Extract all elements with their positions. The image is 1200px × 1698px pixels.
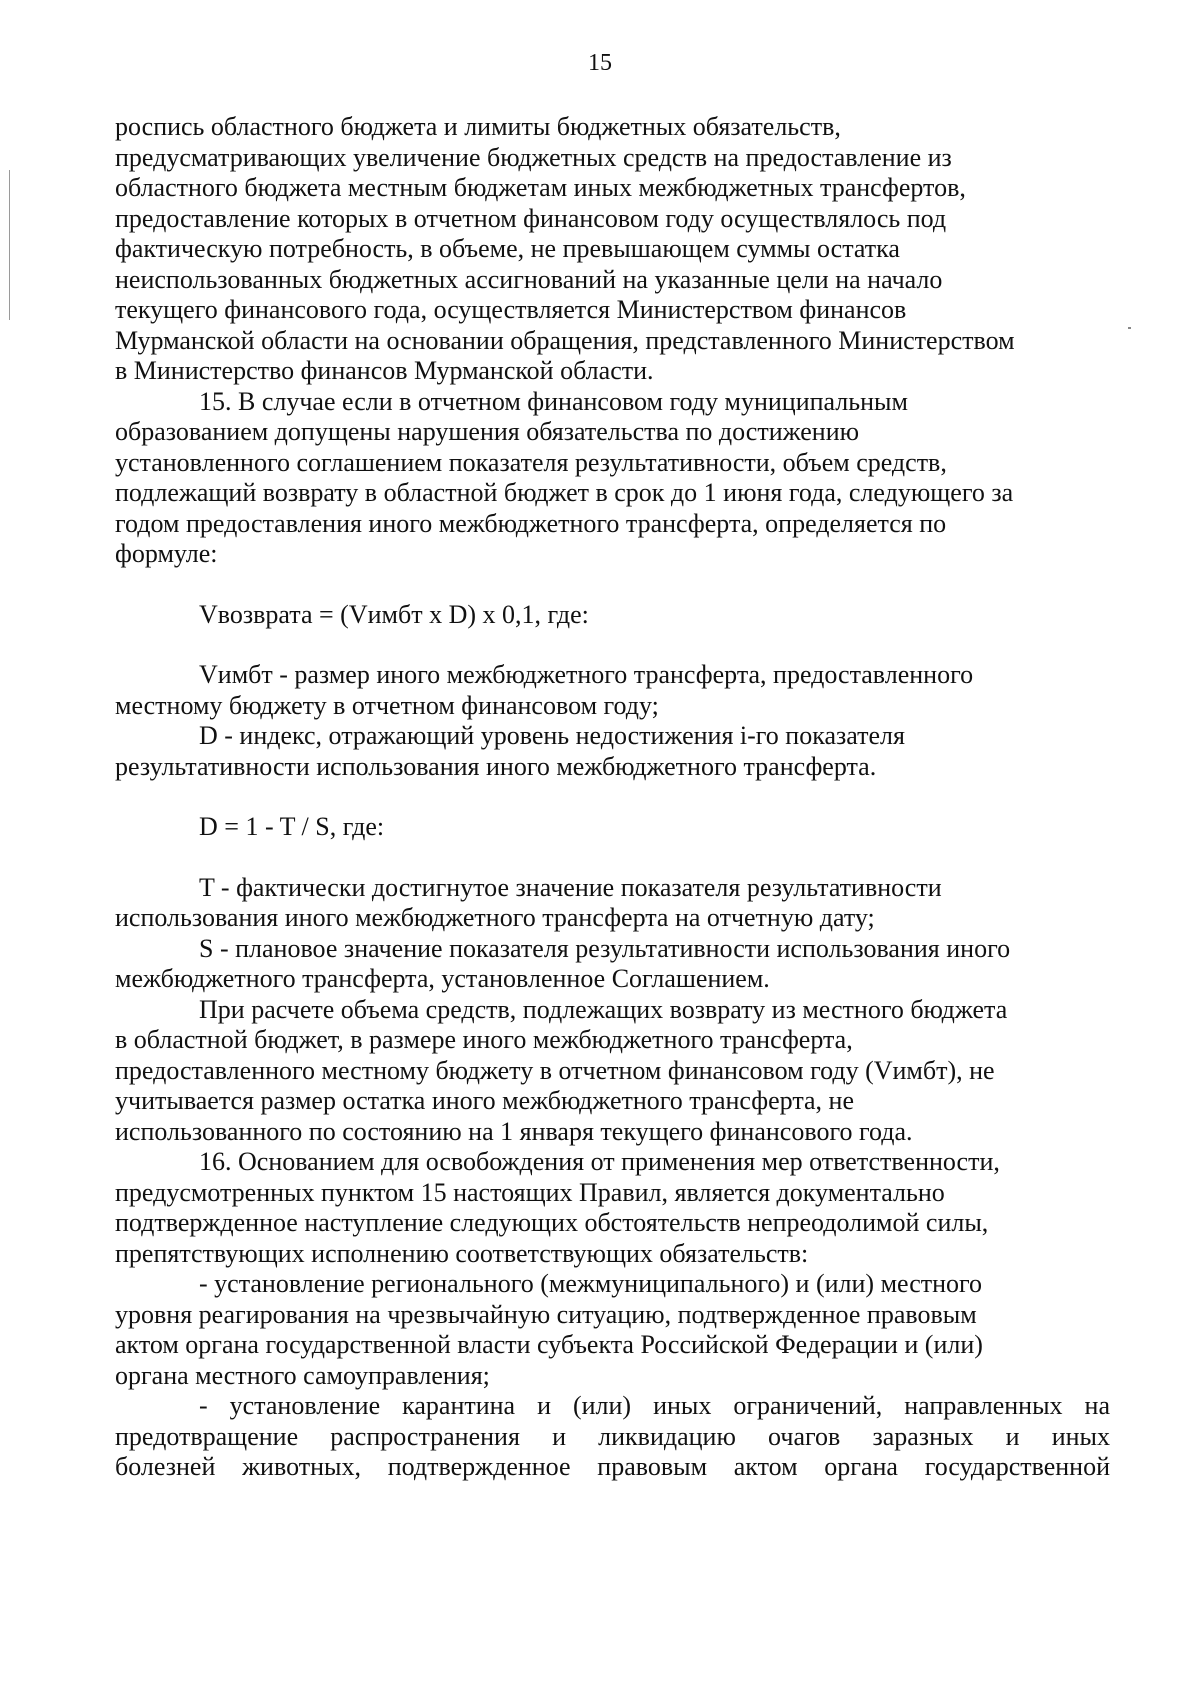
text-line: Мурманской области на основании обращения, представленного Министерством bbox=[115, 325, 1015, 355]
text-line: межбюджетного трансферта, установленное Соглашением. bbox=[115, 964, 770, 993]
text-line: в областной бюджет, в размере иного межбюджетного трансферта, bbox=[115, 1025, 853, 1054]
text-line: актом органа государственной власти субъекта Российской Федерации и (или) bbox=[115, 1330, 983, 1359]
text-line: в Министерство финансов Мурманской области. bbox=[115, 356, 654, 385]
text-line: предусмотренных пунктом 15 настоящих Правил, является документально bbox=[115, 1177, 945, 1207]
text-line: предотвращение распространения и ликвидацию очагов заразных и иных bbox=[115, 1421, 1110, 1451]
paragraph-item-16 bbox=[115, 1147, 1110, 1269]
text-line: установленного соглашением показателя результативности, объем средств, bbox=[115, 447, 947, 477]
text-line: фактическую потребность, в объеме, не превышающем суммы остатка bbox=[115, 234, 900, 263]
text-line: - установление карантина и (или) иных ограничений, направленных на bbox=[199, 1391, 1110, 1420]
definition-d-index bbox=[115, 721, 1110, 782]
text-line: болезней животных, подтвержденное правовым актом органа государственной bbox=[115, 1452, 1110, 1481]
text-line: учитывается размер остатка иного межбюджетного трансферта, не bbox=[115, 1086, 855, 1115]
text-line: подтвержденное наступление следующих обстоятельств непреодолимой силы, bbox=[115, 1208, 989, 1237]
list-item-emergency bbox=[115, 1269, 1110, 1391]
text-line: использованного по состоянию на 1 января текущего финансового года. bbox=[115, 1116, 913, 1146]
text-line: роспись областного бюджета и лимиты бюджетных обязательств, bbox=[115, 112, 841, 141]
text-line: Vимбт - размер иного межбюджетного трансферта, предоставленного bbox=[199, 660, 974, 689]
list-item-quarantine bbox=[115, 1391, 1110, 1483]
text-line: препятствующих исполнению соответствующих обязательств: bbox=[115, 1238, 809, 1268]
text-line: предоставленного местному бюджету в отчетном финансовом году (Vимбт), не bbox=[115, 1055, 995, 1085]
text-line: органа местного самоуправления; bbox=[115, 1360, 490, 1390]
text-line: предоставление которых в отчетном финансовом году осуществлялось под bbox=[115, 203, 947, 233]
text-line: формуле: bbox=[115, 539, 218, 568]
text-line: текущего финансового года, осуществляется Министерством финансов bbox=[115, 295, 907, 324]
formula-return-volume: Vвозврата = (Vимбт x D) x 0,1, где: bbox=[199, 599, 589, 629]
paragraph-budget-schedule bbox=[115, 112, 1110, 387]
text-line: годом предоставления иного межбюджетного трансферта, определяется по bbox=[115, 508, 947, 538]
text-line: уровня реагирования на чрезвычайную ситуацию, подтвержденное правовым bbox=[115, 1299, 977, 1329]
paragraph-calculation-note bbox=[115, 995, 1110, 1148]
page-number: 15 bbox=[588, 50, 612, 76]
text-line: - установление регионального (межмуниципального) и (или) местного bbox=[199, 1269, 983, 1298]
definition-t bbox=[115, 873, 1110, 934]
text-line: образованием допущены нарушения обязательства по достижению bbox=[115, 417, 860, 446]
text-line: T - фактически достигнутое значение показателя результативности bbox=[199, 872, 942, 902]
paragraph-item-15 bbox=[115, 387, 1110, 570]
text-line: S - плановое значение показателя результативности использования иного bbox=[199, 933, 1011, 963]
text-line: результативности использования иного межбюджетного трансферта. bbox=[115, 751, 877, 781]
definition-s bbox=[115, 934, 1110, 995]
definition-vimbt bbox=[115, 660, 1110, 721]
scan-margin-line bbox=[9, 170, 10, 320]
text-line: использования иного межбюджетного трансферта на отчетную дату; bbox=[115, 903, 875, 932]
text-line: 16. Основанием для освобождения от применения мер ответственности, bbox=[199, 1147, 1000, 1176]
scan-dust-mark bbox=[1128, 327, 1131, 329]
text-line: подлежащий возврату в областной бюджет в срок до 1 июня года, следующего за bbox=[115, 478, 1014, 507]
document-body bbox=[115, 112, 1110, 1483]
text-line: 15. В случае если в отчетном финансовом году муниципальным bbox=[199, 386, 908, 416]
text-line: местному бюджету в отчетном финансовом году; bbox=[115, 690, 659, 720]
text-line: предусматривающих увеличение бюджетных средств на предоставление из bbox=[115, 142, 952, 172]
formula-d-index: D = 1 - T / S, где: bbox=[199, 812, 385, 841]
text-line: неиспользованных бюджетных ассигнований на указанные цели на начало bbox=[115, 264, 943, 294]
text-line: D - индекс, отражающий уровень недостижения i-го показателя bbox=[199, 721, 905, 750]
text-line: При расчете объема средств, подлежащих возврату из местного бюджета bbox=[199, 994, 1008, 1024]
text-line: областного бюджета местным бюджетам иных межбюджетных трансфертов, bbox=[115, 173, 966, 202]
